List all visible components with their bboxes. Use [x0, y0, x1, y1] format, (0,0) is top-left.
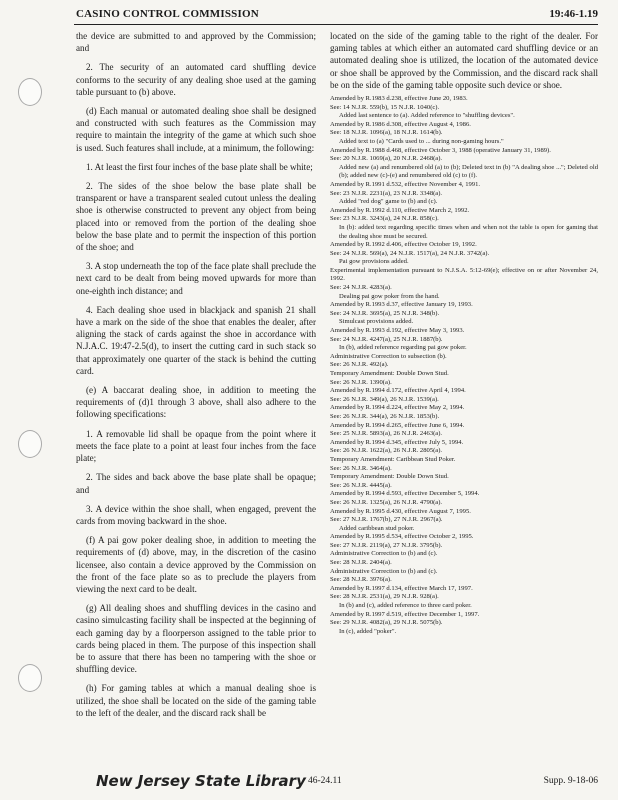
history-line: See: 23 N.J.R. 3243(a), 24 N.J.R. 858(c).: [330, 215, 439, 223]
paragraph-d3: 3. A stop underneath the top of the face plate shall preclude the next card to be dealt from being moved upwards for more than one-eighth inch distance; and: [76, 261, 316, 296]
history-line: See: 28 N.J.R. 3976(a).: [330, 576, 392, 584]
paragraph-e: (e) A baccarat dealing shoe, in addition to meeting the requirements of (d)1 through 3 above, shall also adhere to the following specifications:: [76, 385, 316, 420]
history-line: Amended by R.1986 d.308, effective August 4, 1986.: [330, 120, 471, 128]
history-line: See: 26 N.J.R. 3464(a).: [330, 464, 392, 472]
history-line: Dealing pai gow poker from the hand.: [339, 292, 440, 300]
history-line: See: 27 N.J.R. 2119(a), 27 N.J.R. 3795(b).: [330, 541, 443, 549]
history-line: See: 23 N.J.R. 2231(a), 23 N.J.R. 3348(a).: [330, 189, 443, 197]
history-line: Temporary Amendment: Double Down Stud.: [330, 473, 449, 481]
history-line: Amended by R.1995 d.534, effective October 2, 1995.: [330, 533, 474, 541]
history-line: Added "red dog" game to (b) and (c).: [339, 198, 438, 206]
history-line: See: 20 N.J.R. 1069(a), 20 N.J.R. 2468(a).: [330, 155, 443, 163]
history-line: See: 24 N.J.R. 569(a), 24 N.J.R. 1517(a), 24 N.J.R. 3742(a).: [330, 249, 490, 257]
left-column: [76, 30, 316, 726]
history-line: See: 26 N.J.R. 1390(a).: [330, 378, 392, 386]
history-line: See: 24 N.J.R. 4247(a), 25 N.J.R. 1887(b).: [330, 335, 443, 343]
history-line: Temporary Amendment: Double Down Stud.: [330, 370, 449, 378]
history-line: Administrative Correction to (b) and (c).: [330, 567, 438, 575]
history-line: Added last sentence to (a). Added reference to "shuffling devices".: [339, 112, 515, 120]
paragraph-c-cont: the device are submitted to and approved by the Commission; and: [76, 31, 316, 54]
history-line: See: 28 N.J.R. 2404(a).: [330, 559, 392, 567]
history-line: See: 26 N.J.R. 1622(a), 26 N.J.R. 2805(a).: [330, 447, 443, 455]
history-line: Amended by R.1994 d.265, effective June 6, 1994.: [330, 421, 465, 429]
history-line: Administrative Correction to (b) and (c).: [330, 550, 438, 558]
history-line: See: 26 N.J.R. 344(a), 26 N.J.R. 1853(b).: [330, 412, 440, 420]
history-line: Amended by R.1994 d.345, effective July 5, 1994.: [330, 438, 464, 446]
paragraph-d2: 2. The sides of the shoe below the base plate shall be transparent or have a transparent sealed cutout unless the dealing shoe is otherwise constructed to prevent any object from being placed into or removed from the portion of the dealing shoe below the base plate and to permit the inspection of this portion of the shoe; and: [76, 181, 316, 253]
history-line: Pai gow provisions added.: [339, 258, 409, 266]
right-column: [330, 30, 598, 636]
history-line: Amended by R.1991 d.532, effective November 4, 1991.: [330, 180, 481, 188]
history-line: Amended by R.1994 d.224, effective May 2, 1994.: [330, 404, 465, 412]
library-stamp: New Jersey State Library: [96, 772, 306, 790]
paragraph-d4: 4. Each dealing shoe used in blackjack and spanish 21 shall have a mark on the side of the shoe that enables the dealer, after aligning the stack of cards against the shoe in accordance with N.J.A.C. 19:47-2.5(d), to insert the cutting card in such stack so that approximately one quarter of the stack is behind the cutting card.: [76, 304, 316, 376]
paragraph-f: (f) A pai gow poker dealing shoe, in addition to meeting the requirements of (d) above, may, in the discretion of the casino licensee, also contain a device approved by the Commission on the front of the face plate so as to preclude the players from viewing the next card to be dealt.: [76, 535, 316, 594]
history-line: Amended by R.1997 d.134, effective March 17, 1997.: [330, 584, 473, 592]
history-line: In (b) and (c), added reference to three card poker.: [339, 602, 472, 610]
history-line: See: 28 N.J.R. 2531(a), 29 N.J.R. 928(a).: [330, 593, 439, 601]
history-line: Amended by R.1988 d.468, effective October 3, 1988 (operative January 31, 1989).: [330, 146, 551, 154]
paragraph-e3: 3. A device within the shoe shall, when engaged, prevent the cards from moving backward in the shoe.: [76, 503, 316, 526]
paragraph-d1: 1. At least the first four inches of the base plate shall be white;: [86, 161, 313, 172]
history-line: Experimental implementation pursuant to N.J.S.A. 5:12-69(e); effective on or after November 24, 1992.: [330, 266, 598, 283]
history-notes: [330, 95, 598, 636]
punch-hole-top: [18, 78, 42, 106]
history-line: Amended by R.1992 d.406, effective October 19, 1992.: [330, 241, 477, 249]
history-line: Temporary Amendment: Caribbean Stud Poker.: [330, 455, 456, 463]
history-line: See: 26 N.J.R. 349(a), 26 N.J.R. 1539(a).: [330, 395, 439, 403]
history-line: Added text to (a) "Cards used to ... during non-gaming hours.": [339, 137, 504, 145]
history-line: In (c), added "poker".: [339, 627, 397, 635]
history-line: In (b), added reference regarding pai gow poker.: [339, 344, 467, 352]
history-line: See: 24 N.J.R. 3695(a), 25 N.J.R. 348(b).: [330, 309, 440, 317]
punch-hole-middle: [18, 430, 42, 458]
history-line: Amended by R.1993 d.192, effective May 3, 1993.: [330, 327, 465, 335]
paragraph-d: (d) Each manual or automated dealing shoe shall be designed and constructed with such features as the Commission may require to maintain the integrity of the game at which such shoe is used. Such features shall include, at a minimum, the following:: [76, 106, 316, 153]
history-line: Added new (a) and renumbered old (a) to (b); Deleted text in (b) "A dealing shoe ..."; Deleted old (b); added new (c)-(e) and renumbered old (c) to (f).: [339, 163, 598, 180]
history-line: Amended by R.1997 d.519, effective December 1, 1997.: [330, 610, 480, 618]
paragraph-g: (g) All dealing shoes and shuffling devices in the casino and casino simulcasting facility shall be inspected at the beginning of each gaming day by a floorperson assigned to the table prior to cards being placed in them. The purpose of this inspection shall be to assure that there has been no tampering with the shoe or shuffling device.: [76, 603, 316, 675]
page-header-title: CASINO CONTROL COMMISSION: [76, 8, 259, 20]
supplement-date: Supp. 9-18-06: [543, 776, 598, 786]
history-line: Added caribbean stud poker.: [339, 524, 415, 532]
history-line: See: 25 N.J.R. 5893(a), 26 N.J.R. 2463(a).: [330, 430, 443, 438]
paragraph-h: (h) For gaming tables at which a manual dealing shoe is utilized, the shoe shall be located on the side of the gaming table to the left of the dealer, and the discard rack shall be: [76, 683, 316, 718]
history-line: See: 29 N.J.R. 4082(a), 29 N.J.R. 5075(b).: [330, 619, 443, 627]
paragraph-h-cont: located on the side of the gaming table to the right of the dealer. For gaming tables at which either an automated card shuffling device or an automated dealing shoe is utilized, the location of the automated device or shoe shall be approved by the Commission, and the discard rack shall be on the side of the gaming table opposite such device or shoe.: [330, 31, 598, 90]
history-line: See: 26 N.J.R. 1325(a), 26 N.J.R. 4790(a).: [330, 498, 443, 506]
punch-hole-bottom: [18, 664, 42, 692]
history-line: In (b): added text regarding specific times when and when not the table is open for gaming that the dealing shoe must be secured.: [339, 223, 598, 240]
history-line: Amended by R.1983 d.238, effective June 20, 1983.: [330, 95, 468, 103]
page-number: 46-24.11: [308, 776, 342, 786]
history-line: Amended by R.1993 d.37, effective January 19, 1993.: [330, 301, 473, 309]
history-line: See: 14 N.J.R. 559(b), 15 N.J.R. 1040(c).: [330, 103, 440, 111]
history-line: See: 18 N.J.R. 1096(a), 18 N.J.R. 1614(b).: [330, 129, 443, 137]
paragraph-c2: 2. The security of an automated card shuffling device conforms to the security of any dealing shoe used at the gaming table pursuant to (b) above.: [76, 62, 316, 97]
history-line: Amended by R.1994 d.593, effective December 5, 1994.: [330, 490, 480, 498]
history-line: See: 24 N.J.R. 4283(a).: [330, 284, 392, 292]
paragraph-e2: 2. The sides and back above the base plate shall be opaque; and: [76, 472, 316, 495]
history-line: Amended by R.1995 d.430, effective August 7, 1995.: [330, 507, 471, 515]
history-line: See: 26 N.J.R. 4445(a).: [330, 481, 392, 489]
page-header-section: 19:46-1.19: [549, 8, 598, 20]
history-line: Amended by R.1992 d.110, effective March 2, 1992.: [330, 206, 470, 214]
paragraph-e1: 1. A removable lid shall be opaque from the point where it meets the face plate to a point at least four inches from the face plate;: [76, 428, 316, 464]
history-line: Simulcast provisions added.: [339, 318, 414, 326]
history-line: Amended by R.1994 d.172, effective April 4, 1994.: [330, 387, 466, 395]
header-rule: [74, 24, 598, 25]
history-line: See: 27 N.J.R. 1767(b), 27 N.J.R. 2967(a).: [330, 516, 443, 524]
history-line: See: 26 N.J.R. 492(a).: [330, 361, 389, 369]
history-line: Administrative Correction to subsection (b).: [330, 352, 447, 360]
